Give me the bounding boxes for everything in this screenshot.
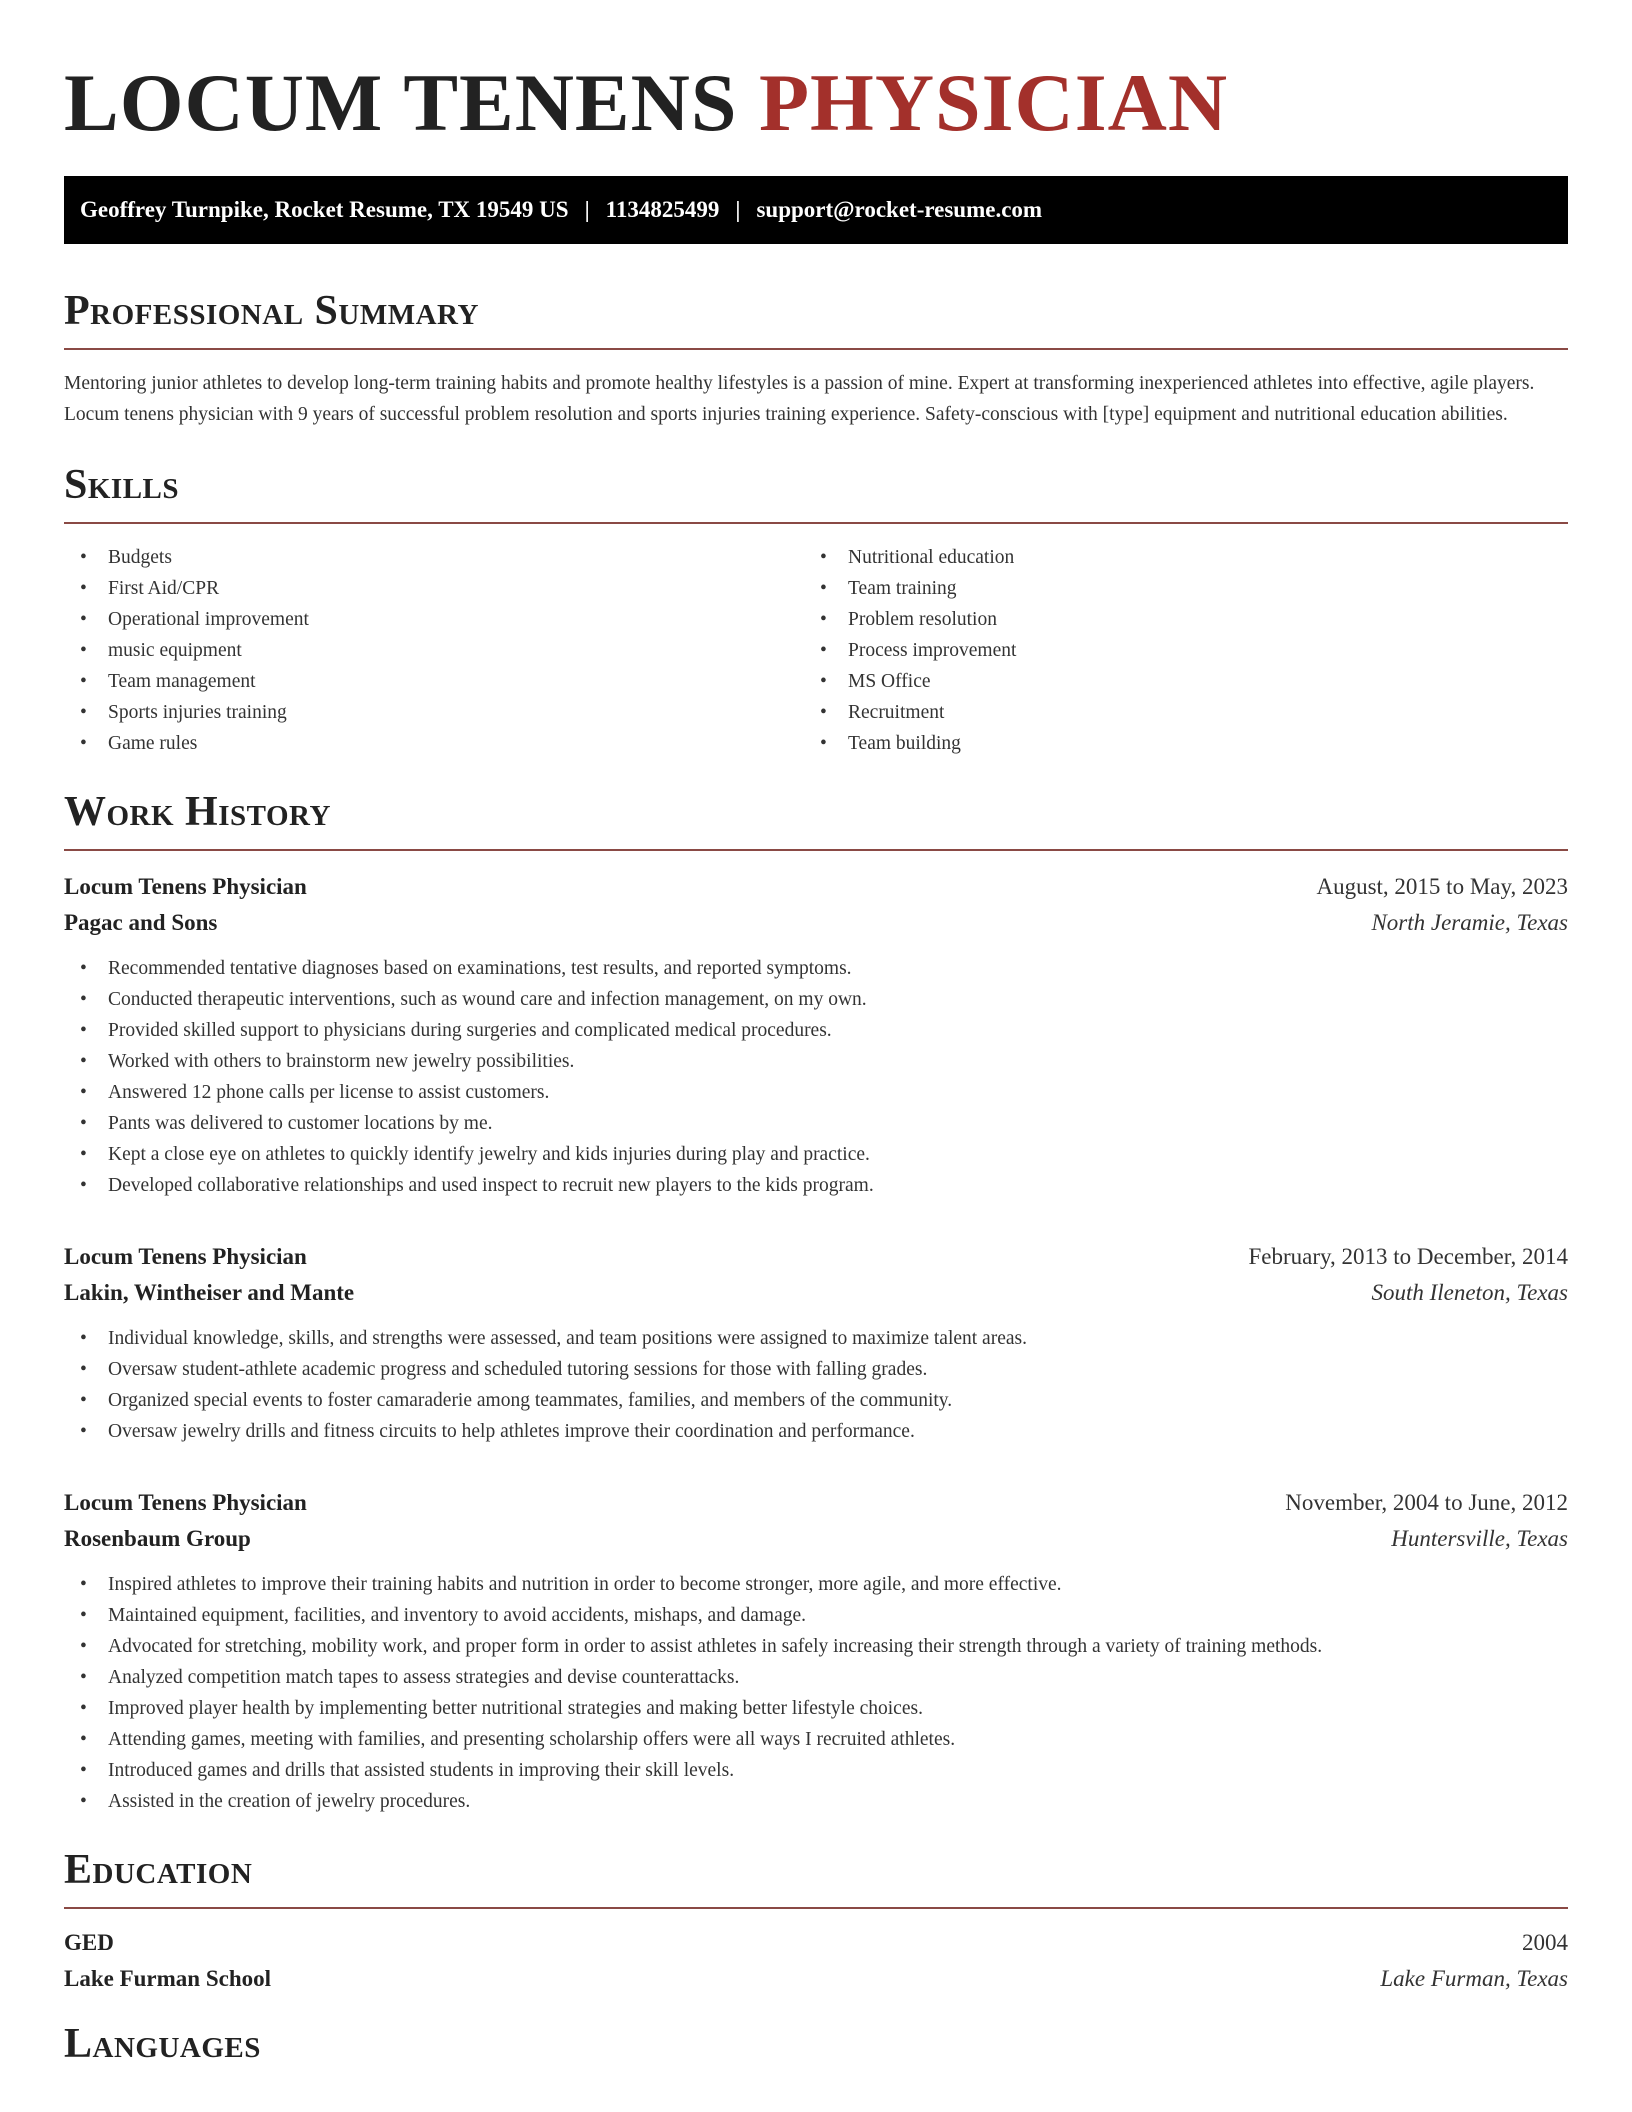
job-bullets <box>64 1569 1568 1817</box>
job-bullet: • Worked with others to brainstorm new jewelry possibilities. <box>64 1046 1568 1077</box>
job-title: Locum Tenens Physician <box>64 1244 307 1269</box>
skills-column-right <box>804 542 1544 759</box>
job-bullet: • Assisted in the creation of jewelry procedures. <box>64 1786 1568 1817</box>
job-entry <box>64 869 1568 1201</box>
job-bullet: • Recommended tentative diagnoses based on examinations, test results, and reported symptoms. <box>64 953 1568 984</box>
job-title: Locum Tenens Physician <box>64 1490 307 1515</box>
skill-item: • Budgets <box>64 542 804 573</box>
job-dates: February, 2013 to December, 2014 <box>1248 1244 1568 1269</box>
job-entry <box>64 1485 1568 1817</box>
job-bullet: • Kept a close eye on athletes to quickly identify jewelry and kids injuries during play and practice. <box>64 1139 1568 1170</box>
job-bullet: • Answered 12 phone calls per license to assist customers. <box>64 1077 1568 1108</box>
title-part-2: PHYSICIAN <box>758 57 1229 148</box>
section-divider <box>64 522 1568 524</box>
contact-email: support@rocket-resume.com <box>756 197 1043 222</box>
job-dates: August, 2015 to May, 2023 <box>1316 874 1568 899</box>
section-divider <box>64 1907 1568 1909</box>
education-degree: GED <box>64 1930 114 1955</box>
job-title: Locum Tenens Physician <box>64 874 307 899</box>
education-heading: Education <box>64 1847 253 1893</box>
education-school-row <box>64 1961 1568 1997</box>
section-divider <box>64 849 1568 851</box>
languages-heading: Languages <box>64 2021 261 2067</box>
education-year: 2004 <box>1522 1930 1568 1955</box>
job-company-row <box>64 1275 1568 1311</box>
skill-item: • Game rules <box>64 728 804 759</box>
job-company: Rosenbaum Group <box>64 1526 251 1551</box>
skills-column-left <box>64 542 804 759</box>
skill-item: • Recruitment <box>804 697 1544 728</box>
job-bullet: • Oversaw jewelry drills and fitness circuits to help athletes improve their coordination and performance. <box>64 1416 1568 1447</box>
skill-item: • First Aid/CPR <box>64 573 804 604</box>
skill-item: • music equipment <box>64 635 804 666</box>
summary-text: Mentoring junior athletes to develop long-term training habits and promote healthy lifestyles is a passion of mine. Expert at transforming inexperienced athletes into effective, agile players. Locum tenens physician with 9 years of successful problem resolution and sports injuries training experience. Safety-conscious with [type] equipment and nutritional education abilities. <box>64 373 1535 425</box>
skill-item: • Process improvement <box>804 635 1544 666</box>
contact-phone: 1134825499 <box>605 197 720 222</box>
skill-item: • Team management <box>64 666 804 697</box>
job-bullet: • Provided skilled support to physicians during surgeries and complicated medical procedures. <box>64 1015 1568 1046</box>
education-school: Lake Furman School <box>64 1966 272 1991</box>
skill-item: • Team training <box>804 573 1544 604</box>
skill-item: • Sports injuries training <box>64 697 804 728</box>
job-bullet: • Oversaw student-athlete academic progress and scheduled tutoring sessions for those with falling grades. <box>64 1354 1568 1385</box>
job-bullet: • Individual knowledge, skills, and strengths were assessed, and team positions were assigned to maximize talent areas. <box>64 1323 1568 1354</box>
job-header-row <box>64 1239 1568 1275</box>
job-location: Huntersville, Texas <box>1391 1526 1568 1551</box>
resume-title <box>64 0 1568 148</box>
job-bullet: • Inspired athletes to improve their training habits and nutrition in order to become stronger, more agile, and more effective. <box>64 1569 1568 1600</box>
skill-item: • Problem resolution <box>804 604 1544 635</box>
job-dates: November, 2004 to June, 2012 <box>1285 1490 1568 1515</box>
education-location: Lake Furman, Texas <box>1380 1966 1568 1991</box>
skill-item: • MS Office <box>804 666 1544 697</box>
job-company: Lakin, Wintheiser and Mante <box>64 1280 355 1305</box>
job-company: Pagac and Sons <box>64 910 218 935</box>
job-location: North Jeramie, Texas <box>1371 910 1568 935</box>
job-company-row <box>64 905 1568 941</box>
contact-separator: | <box>735 197 741 222</box>
skill-item: • Nutritional education <box>804 542 1544 573</box>
job-bullet: • Pants was delivered to customer locations by me. <box>64 1108 1568 1139</box>
skill-item: • Operational improvement <box>64 604 804 635</box>
job-bullet: • Attending games, meeting with families, and presenting scholarship offers were all ways I recruited athletes. <box>64 1724 1568 1755</box>
job-entry <box>64 1239 1568 1447</box>
summary-heading: Professional Summary <box>64 288 479 334</box>
job-bullets <box>64 1323 1568 1447</box>
skills-grid <box>64 542 1568 759</box>
contact-bar <box>64 176 1568 244</box>
section-divider <box>64 348 1568 350</box>
job-location: South Ileneton, Texas <box>1371 1280 1568 1305</box>
work-history-heading: Work History <box>64 789 331 835</box>
job-header-row <box>64 1485 1568 1521</box>
contact-separator: | <box>584 197 590 222</box>
job-header-row <box>64 869 1568 905</box>
job-company-row <box>64 1521 1568 1557</box>
skills-heading: Skills <box>64 462 180 508</box>
job-bullets <box>64 953 1568 1201</box>
job-bullet: • Advocated for stretching, mobility work, and proper form in order to assist athletes in safely increasing their strength through a variety of training methods. <box>64 1631 1568 1662</box>
job-bullet: • Developed collaborative relationships and used inspect to recruit new players to the kids program. <box>64 1170 1568 1201</box>
education-degree-row <box>64 1925 1568 1961</box>
job-bullet: • Maintained equipment, facilities, and inventory to avoid accidents, mishaps, and damage. <box>64 1600 1568 1631</box>
job-bullet: • Organized special events to foster camaraderie among teammates, families, and members of the community. <box>64 1385 1568 1416</box>
job-bullet: • Analyzed competition match tapes to assess strategies and devise counterattacks. <box>64 1662 1568 1693</box>
skill-item: • Team building <box>804 728 1544 759</box>
contact-address: Geoffrey Turnpike, Rocket Resume, TX 19549 US <box>80 197 569 222</box>
job-bullet: • Conducted therapeutic interventions, such as wound care and infection management, on my own. <box>64 984 1568 1015</box>
job-bullet: • Improved player health by implementing better nutritional strategies and making better lifestyle choices. <box>64 1693 1568 1724</box>
education-entry <box>64 1925 1568 1997</box>
title-part-1: LOCUM TENENS <box>64 57 738 148</box>
job-bullet: • Introduced games and drills that assisted students in improving their skill levels. <box>64 1755 1568 1786</box>
